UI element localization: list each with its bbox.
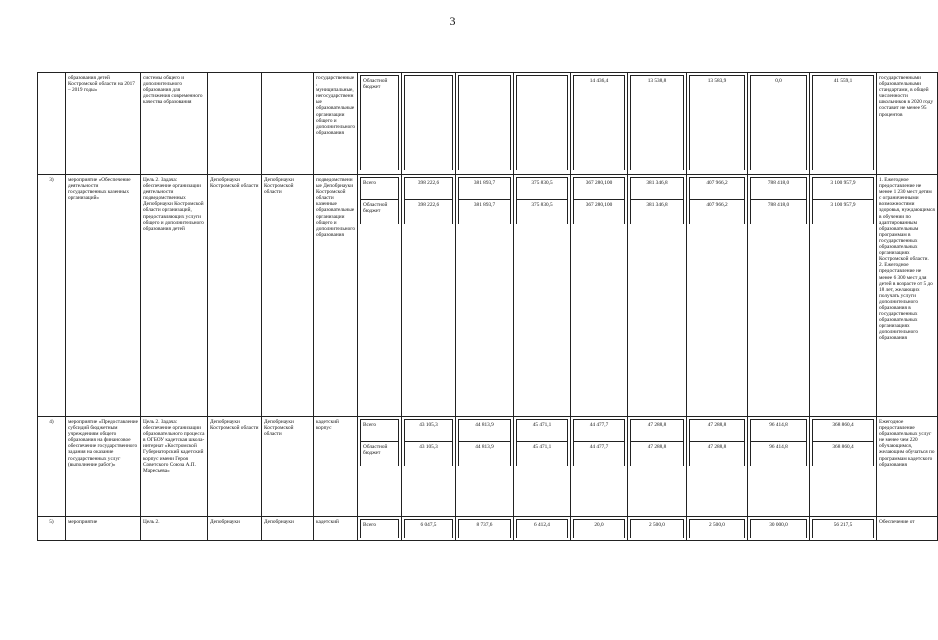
- amount-cell: [628, 175, 687, 417]
- amount-value: 367 280,100: [574, 178, 625, 200]
- amount-value: [459, 76, 511, 171]
- amount-value: 44 477,7: [574, 420, 625, 442]
- amount-value: 788 418,0: [751, 178, 807, 200]
- amount-cell: [456, 73, 514, 175]
- funding-source: Областной бюджет: [361, 76, 399, 171]
- amount-value: 14 436,4: [574, 76, 625, 171]
- amount-value: 44 477,7: [574, 442, 625, 467]
- amount-value: 381 346,8: [631, 200, 684, 225]
- funding-source: Всего: [361, 520, 399, 539]
- measure-name: мероприятие: [66, 517, 141, 541]
- amount-value: [517, 76, 568, 171]
- amount-cell: [687, 73, 748, 175]
- amount-cell: [402, 417, 456, 517]
- amount-cell: [571, 417, 628, 517]
- measure-name: образования детей Костромской области на 2017 – 2019 годы»: [66, 73, 141, 175]
- amount-value: 375 830,5: [517, 178, 568, 200]
- goal-task: Цель 2. Задача: обеспечение организации деятельности подведомственных Депобрнауки Костромской области организаций, предоставляющих услуги общего и дополнительного образования детей: [141, 175, 208, 417]
- executor: [208, 73, 262, 175]
- funding-source-cell: [358, 175, 402, 417]
- expected-result: государственными образовательными стандартами, в общей численности школьников в 2020 году составит не менее 95 процентов: [877, 73, 938, 175]
- table-row: [38, 517, 938, 541]
- amount-value: 381 893,7: [459, 200, 511, 225]
- expected-result: 1. Ежегодное предоставление не менее 1 230 мест детям с ограниченными возможностями здоровья, нуждающимся в обучении по адаптированным образовательным программам в государственных образовательных организациях Костромской области. 2. Ежегодное предоставление не менее 6 300 мест для детей в возрасте от 5 до 18 лет, желающих получать услуги дополнительного образования в государственных образовательных организациях дополнительного образования: [877, 175, 938, 417]
- amount-value: 45 471,1: [517, 442, 568, 467]
- amount-cell: [628, 517, 687, 541]
- amount-cell: [628, 417, 687, 517]
- amount-cell: [748, 417, 810, 517]
- row-number: 3): [38, 175, 66, 417]
- measure-name: мероприятие «Обеспечение деятельности государственных казенных организаций»: [66, 175, 141, 417]
- amount-value: 3 100 957,9: [813, 200, 874, 225]
- amount-value: 368 860,4: [813, 442, 874, 467]
- amount-value: [405, 76, 453, 171]
- amount-cell: [571, 517, 628, 541]
- table-row: [38, 175, 938, 417]
- expected-result: Ежегодное предоставление образовательных услуг не менее чем 220 обучающимся, желающим обучаться по программам кадетского образования: [877, 417, 938, 517]
- funding-source: Областной бюджет: [361, 200, 399, 225]
- amount-cell: [571, 73, 628, 175]
- amount-cell: [687, 517, 748, 541]
- amount-value: 367 280,100: [574, 200, 625, 225]
- amount-value: 407 966,2: [690, 178, 745, 200]
- co-executor: Депобрнауки: [262, 517, 314, 541]
- table-row: [38, 73, 938, 175]
- amount-value: 407 966,2: [690, 200, 745, 225]
- goal-task: Цель 2. Задача: обеспечение организации образовательного процесса в ОГБОУ кадетская школа-интернат «Костромской Губернаторский кадетский корпус имени Героя Советского Союза А.П. Маресьева»: [141, 417, 208, 517]
- amount-cell: [514, 175, 571, 417]
- program-table: [37, 72, 938, 541]
- amount-cell: [748, 175, 810, 417]
- executor: Депобрнауки Костромской области: [208, 417, 262, 517]
- amount-value: 44 813,9: [459, 420, 511, 442]
- amount-value: 381 893,7: [459, 178, 511, 200]
- row-number: [38, 73, 66, 175]
- co-executor: [262, 73, 314, 175]
- amount-value: 2 500,0: [631, 520, 684, 539]
- amount-value: 44 813,9: [459, 442, 511, 467]
- amount-cell: [571, 175, 628, 417]
- amount-value: 2 500,0: [690, 520, 745, 539]
- amount-value: 96 414,8: [751, 442, 807, 467]
- executor: Депобрнауки: [208, 517, 262, 541]
- amount-cell: [402, 175, 456, 417]
- amount-cell: [456, 175, 514, 417]
- amount-value: 47 288,8: [631, 420, 684, 442]
- funding-source: Областной бюджет: [361, 442, 399, 467]
- amount-value: 13 583,9: [690, 76, 745, 171]
- amount-value: 43 105,3: [405, 420, 453, 442]
- funding-source: Всего: [361, 420, 399, 442]
- amount-cell: [628, 73, 687, 175]
- amount-value: 47 288,8: [690, 420, 745, 442]
- amount-value: 6 412,4: [517, 520, 568, 539]
- amount-cell: [810, 517, 877, 541]
- table-row: [38, 417, 938, 517]
- recipients: государственные, муниципальные, негосударственные образовательные организации общего и дополнительного образования: [314, 73, 358, 175]
- amount-cell: [514, 417, 571, 517]
- amount-value: 375 830,5: [517, 200, 568, 225]
- amount-value: 20,0: [574, 520, 625, 539]
- amount-cell: [456, 417, 514, 517]
- amount-cell: [748, 517, 810, 541]
- amount-cell: [402, 517, 456, 541]
- recipients: кадетский корпус: [314, 417, 358, 517]
- amount-value: 6 047,5: [405, 520, 453, 539]
- amount-value: 47 288,8: [690, 442, 745, 467]
- measure-name: мероприятие «Предоставление субсидий бюджетным учреждениям общего образования на финансовое обеспечение государственного задания на оказание государственных услуг (выполнение работ)»: [66, 417, 141, 517]
- amount-value: 398 222,6: [405, 178, 453, 200]
- co-executor: Депобрнауки Костромской области: [262, 175, 314, 417]
- amount-value: 13 538,8: [631, 76, 684, 171]
- amount-cell: [810, 417, 877, 517]
- amount-value: 96 414,8: [751, 420, 807, 442]
- amount-value: 381 346,8: [631, 178, 684, 200]
- amount-cell: [687, 417, 748, 517]
- amount-value: 398 222,6: [405, 200, 453, 225]
- amount-cell: [514, 73, 571, 175]
- amount-value: 368 860,4: [813, 420, 874, 442]
- amount-value: 30 000,0: [751, 520, 807, 539]
- amount-value: 56 217,5: [813, 520, 874, 539]
- expected-result: Обеспечение от: [877, 517, 938, 541]
- funding-source-cell: [358, 73, 402, 175]
- page-number: 3: [449, 14, 456, 28]
- amount-value: 43 105,3: [405, 442, 453, 467]
- row-number: 4): [38, 417, 66, 517]
- amount-value: 47 288,8: [631, 442, 684, 467]
- recipients: подведомственные Депобрнауки Костромской области казенные образовательные организации общего и дополнительного образования: [314, 175, 358, 417]
- executor: Депобрнауки Костромской области: [208, 175, 262, 417]
- recipients: кадетский: [314, 517, 358, 541]
- funding-source-cell: [358, 417, 402, 517]
- amount-cell: [687, 175, 748, 417]
- amount-cell: [748, 73, 810, 175]
- amount-value: 8 737,6: [459, 520, 511, 539]
- amount-value: 788 418,0: [751, 200, 807, 225]
- amount-value: 41 559,1: [813, 76, 874, 171]
- amount-cell: [810, 73, 877, 175]
- co-executor: Депобрнауки Костромской области: [262, 417, 314, 517]
- amount-value: 0,0: [751, 76, 807, 171]
- amount-cell: [456, 517, 514, 541]
- amount-cell: [810, 175, 877, 417]
- funding-source: Всего: [361, 178, 399, 200]
- goal-task: Цель 2.: [141, 517, 208, 541]
- row-number: 5): [38, 517, 66, 541]
- funding-source-cell: [358, 517, 402, 541]
- amount-value: 3 100 957,9: [813, 178, 874, 200]
- amount-value: 45 471,1: [517, 420, 568, 442]
- amount-cell: [402, 73, 456, 175]
- amount-cell: [514, 517, 571, 541]
- goal-task: системы общего и дополнительного образования для достижения современного качества образования: [141, 73, 208, 175]
